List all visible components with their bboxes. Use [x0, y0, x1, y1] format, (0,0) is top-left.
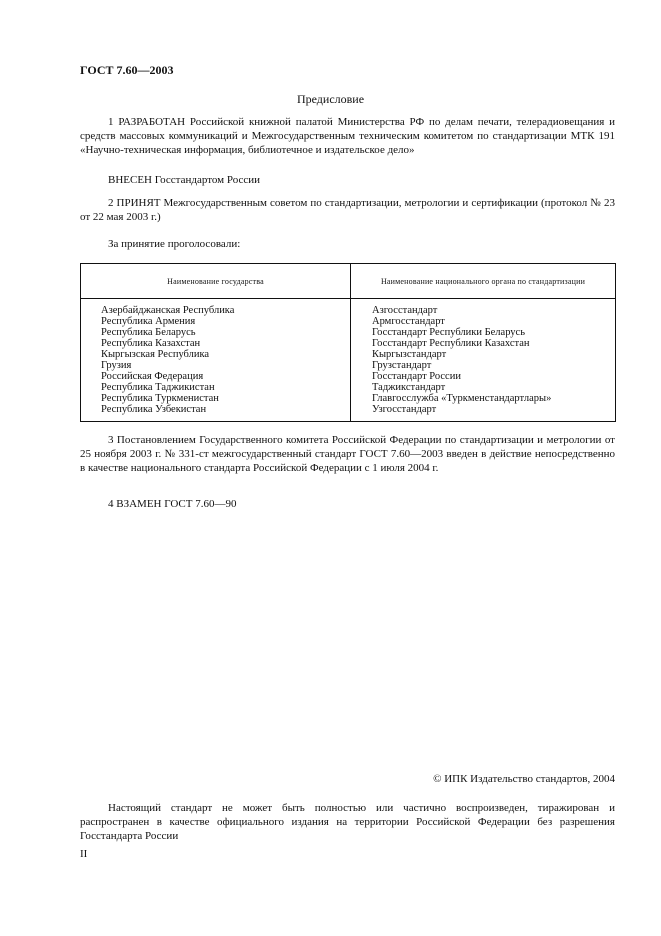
national-body-name: Главгосслужба «Туркменстандартлары»: [372, 393, 552, 404]
paragraph-developed-by: 1 РАЗРАБОТАН Российской книжной палатой Министерства РФ по делам печати, телерадиовещания и средств массовых коммуникаций и Межгосударственным техническим комитетом по стандартизации МТК 191 «Научно-техническая информация, библиотечное и издательское дело»: [80, 116, 615, 156]
paragraph-introduced-by: ВНЕСЕН Госстандартом России: [108, 174, 261, 186]
state-name: Республика Таджикистан: [101, 382, 215, 393]
national-body-name: Кыргызстандарт: [372, 349, 447, 360]
state-name: Республика Армения: [101, 316, 196, 327]
paragraph-enacted-by: 3 Постановлением Государственного комитета Российской Федерации по стандартизации и метрологии от 25 ноября 2003 г. № 331-ст межгосударственный стандарт ГОСТ 7.60—2003 введен в действие непосредственно в качестве национального стандарта Российской Федерации с 1 июля 2004 г.: [80, 434, 615, 474]
state-name: Азербайджанская Республика: [101, 305, 235, 316]
national-body-name: Госстандарт Республики Беларусь: [372, 327, 526, 338]
page-number: II: [80, 848, 88, 860]
national-body-column: [351, 299, 616, 422]
state-name: Грузия: [101, 360, 132, 371]
copyright-notice: © ИПК Издательство стандартов, 2004: [433, 773, 615, 785]
section-title: Предисловие: [296, 92, 365, 106]
state-column: [81, 299, 351, 422]
table-header-national-body: Наименование национального органа по стандартизации: [351, 264, 616, 299]
national-body-name: Азгосстандарт: [372, 305, 438, 316]
table-header-state: Наименование государства: [81, 264, 351, 299]
national-body-name: Грузстандарт: [372, 360, 432, 371]
document-header: ГОСТ 7.60—2003: [80, 63, 174, 77]
voting-states-table: [80, 263, 616, 422]
state-name: Республика Беларусь: [101, 327, 196, 338]
national-body-name: Узгосстандарт: [372, 404, 437, 415]
state-name: Российская Федерация: [101, 371, 204, 382]
national-body-name: Госстандарт России: [372, 371, 461, 382]
state-name: Республика Туркменистан: [101, 393, 219, 404]
state-name: Кыргызская Республика: [101, 349, 210, 360]
state-name: Республика Казахстан: [101, 338, 201, 349]
state-name: Республика Узбекистан: [101, 404, 207, 415]
national-body-name: Госстандарт Республики Казахстан: [372, 338, 530, 349]
national-body-name: Таджикстандарт: [372, 382, 446, 393]
reproduction-notice: Настоящий стандарт не может быть полностью или частично воспроизведен, тиражирован и распространен в качестве официального издания на территории Российской Федерации без разрешения Госстандарта России: [80, 802, 615, 842]
paragraph-replaces: 4 ВЗАМЕН ГОСТ 7.60—90: [108, 498, 237, 510]
paragraph-voted-for: За принятие проголосовали:: [108, 238, 241, 250]
national-body-name: Армгосстандарт: [372, 316, 445, 327]
paragraph-adopted-by: 2 ПРИНЯТ Межгосударственным советом по стандартизации, метрологии и сертификации (протокол № 23 от 22 мая 2003 г.): [80, 197, 615, 223]
